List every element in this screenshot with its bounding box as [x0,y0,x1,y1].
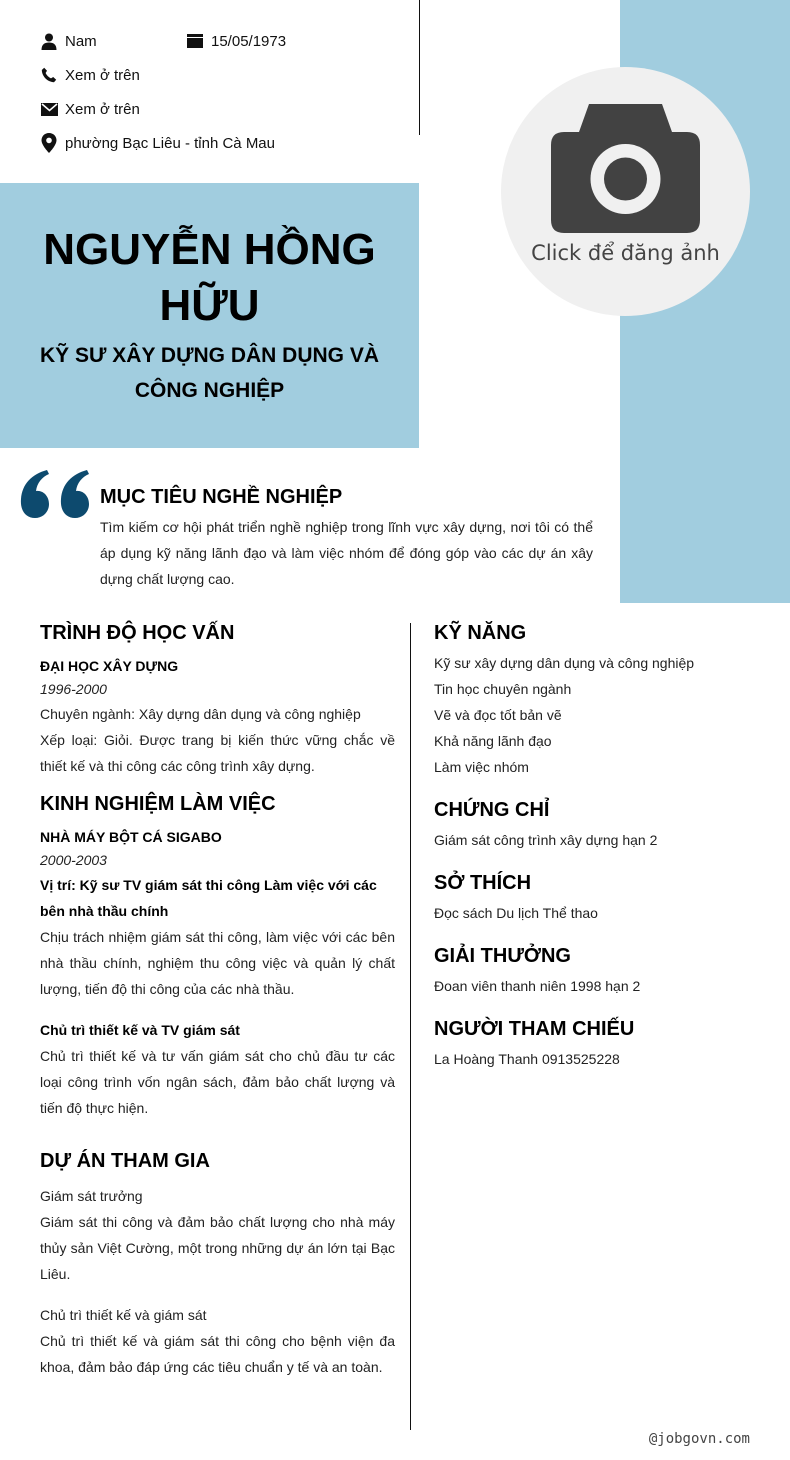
education-school: ĐẠI HỌC XÂY DỰNG [40,658,179,674]
experience-role-2: Chủ trì thiết kế và TV giám sát [40,1022,240,1038]
contact-email [40,99,140,119]
hobbies-heading: SỞ THÍCH [434,872,532,894]
experience-desc-2: Chủ trì thiết kế và tư vấn giám sát cho chủ đầu tư các loại công trình vốn ngân sách, đảm bảo chất lượng và tiến độ thực hiện. [40,1048,395,1116]
certificates-heading: CHỨNG CHỈ [434,799,550,821]
skill-item: Tin học chuyên ngành [434,681,572,697]
column-divider [410,623,411,1430]
education-period: 1996-2000 [40,681,107,697]
phone-icon [40,66,58,84]
quote-icon [18,466,94,522]
contact-address [40,133,275,153]
projects-heading: DỰ ÁN THAM GIA [40,1150,210,1172]
photo-upload-caption[interactable]: Click để đăng ảnh [531,241,720,265]
education-detail: Xếp loại: Giỏi. Được trang bị kiến thức vững chắc về thiết kế và thi công các công trình xây dựng. [40,732,395,774]
skills-heading: KỸ NĂNG [434,622,527,644]
experience-desc-1: Chịu trách nhiệm giám sát thi công, làm việc với các bên nhà thầu chính, nghiệm thu công việc và quản lý chất lượng, tiến độ thi công của các nhà thầu. [40,929,395,997]
contact-birthdate [186,31,286,51]
objective-heading: MỤC TIÊU NGHỀ NGHIỆP [100,486,343,508]
location-pin-icon [40,134,58,152]
experience-company: NHÀ MÁY BỘT CÁ SIGABO [40,829,222,845]
awards-heading: GIẢI THƯỞNG [434,945,571,967]
candidate-name [20,222,399,334]
job-title [30,338,389,408]
contact-gender [40,31,97,51]
certificates-text: Giám sát công trình xây dựng hạn 2 [434,832,658,848]
calendar-icon [186,32,204,50]
footer-watermark: @jobgovn.com [648,1431,750,1447]
project-2-title: Chủ trì thiết kế và giám sát [40,1307,207,1323]
title-line-2: CÔNG NGHIỆP [134,379,285,402]
address-value: phường Bạc Liêu - tỉnh Cà Mau [65,134,275,152]
name-line-1: NGUYỄN HỒNG [43,225,376,274]
references-text: La Hoàng Thanh 0913525228 [434,1051,620,1067]
skill-item: Khả năng lãnh đạo [434,733,552,749]
person-icon [40,32,58,50]
project-1-desc: Giám sát thi công và đảm bảo chất lượng cho nhà máy thủy sản Việt Cường, một trong những dự án lớn tại Bạc Liêu. [40,1214,395,1282]
title-line-1: KỸ SƯ XÂY DỰNG DÂN DỤNG VÀ [40,344,379,367]
project-1-title: Giám sát trưởng [40,1188,143,1204]
contact-phone [40,65,140,85]
education-heading: TRÌNH ĐỘ HỌC VẤN [40,622,235,644]
camera-icon [551,104,700,233]
hobbies-text: Đọc sách Du lịch Thể thao [434,905,598,921]
email-value: Xem ở trên [65,100,140,118]
envelope-icon [40,100,58,118]
education-major: Chuyên ngành: Xây dựng dân dụng và công nghiệp [40,706,361,722]
awards-text: Đoan viên thanh niên 1998 hạn 2 [434,978,641,994]
name-line-2: HỮU [159,281,260,330]
photo-upload[interactable] [501,67,750,316]
phone-value: Xem ở trên [65,66,140,84]
skill-item: Làm việc nhóm [434,759,529,775]
header-divider [419,0,420,135]
skill-item: Vẽ và đọc tốt bản vẽ [434,707,562,723]
skill-item: Kỹ sư xây dựng dân dụng và công nghiệp [434,655,695,671]
gender-value: Nam [65,32,97,50]
experience-heading: KINH NGHIỆM LÀM VIỆC [40,793,276,815]
project-2-desc: Chủ trì thiết kế và giám sát thi công cho bệnh viện đa khoa, đảm bảo đáp ứng các tiêu chuẩn y tế và an toàn. [40,1333,395,1375]
birthdate-value: 15/05/1973 [211,32,287,50]
experience-period: 2000-2003 [40,852,107,868]
objective-text: Tìm kiếm cơ hội phát triển nghề nghiệp trong lĩnh vực xây dựng, nơi tôi có thể áp dụng kỹ năng lãnh đạo và làm việc nhóm để đóng góp vào các dự án xây dựng chất lượng cao. [100,519,593,587]
references-heading: NGƯỜI THAM CHIẾU [434,1018,635,1040]
experience-role-1: Vị trí: Kỹ sư TV giám sát thi công Làm việc với các bên nhà thầu chính [40,877,377,919]
